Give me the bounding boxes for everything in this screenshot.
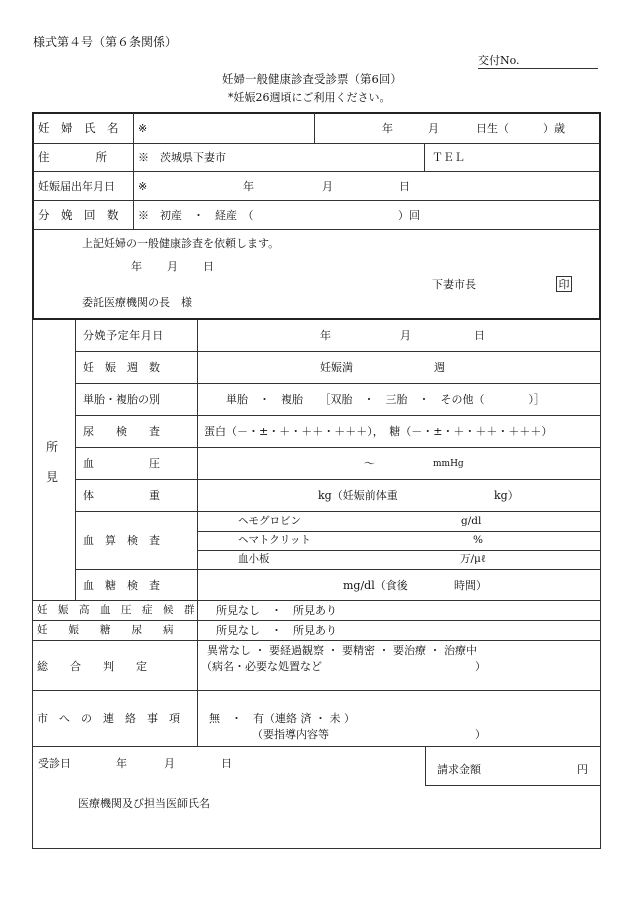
blood-sugar-label: 血 糖 検 査 xyxy=(83,579,160,592)
diabetes-options[interactable]: 所見なし ・ 所見あり xyxy=(216,624,337,637)
form-subtitle: *妊娠26週頃にご利用ください。 xyxy=(228,91,391,104)
name-field[interactable]: ※ xyxy=(138,122,148,135)
weeks-field[interactable]: 妊娠満 xyxy=(320,361,353,374)
address-field[interactable]: ※ 茨城県下妻市 xyxy=(138,151,226,164)
hypertension-label: 妊 娠 高 血 圧 症 候 群 xyxy=(37,604,195,616)
diabetes-label: 妊 娠 糖 尿 病 xyxy=(37,624,174,636)
exam-date-label: 受診日 xyxy=(38,757,71,770)
due-date-label: 分娩予定年月日 xyxy=(83,329,164,342)
name-label: 妊 婦 氏 名 xyxy=(38,121,119,135)
birth-month: 月 xyxy=(428,122,439,135)
single-multiple-label: 単胎・複胎の別 xyxy=(83,393,160,406)
contact-label: 市 へ の 連 絡 事 項 xyxy=(37,712,180,725)
hypertension-options[interactable]: 所見なし ・ 所見あり xyxy=(216,604,337,617)
bill-amount-label: 請求金額 xyxy=(437,763,481,776)
addressee: 委託医療機関の長 様 xyxy=(82,296,192,309)
seal-mark: 印 xyxy=(556,276,572,292)
delivery-number-underline[interactable] xyxy=(478,68,598,69)
blood-sugar-field[interactable]: mg/dl（食後 xyxy=(343,579,408,592)
overall-judgement-options[interactable]: 異常なし ・ 要経過観察 ・ 要精密 ・ 要治療 ・ 治療中 xyxy=(207,644,477,657)
notify-date-field[interactable]: ※ xyxy=(138,180,148,193)
delivery-count-field[interactable]: ※ 初産 ・ 経産 （ xyxy=(138,209,254,222)
mayor-label: 下妻市長 xyxy=(432,278,476,291)
delivery-number-label: 交付No. xyxy=(478,54,520,67)
bill-amount-unit: 円 xyxy=(577,763,588,776)
address-label: 住 所 xyxy=(38,150,107,164)
birth-year: 年 xyxy=(382,122,393,135)
single-multiple-options[interactable]: 単胎 ・ 複胎 ［双胎 ・ 三胎 ・ その他（ ）］ xyxy=(226,393,545,406)
blood-count-label: 血 算 検 査 xyxy=(83,534,160,547)
urine-test-options[interactable]: 蛋白（－・±・＋・＋＋・＋＋＋）， 糖（－・±・＋・＋＋・＋＋＋） xyxy=(204,425,553,438)
overall-judgement-label: 総 合 判 定 xyxy=(37,660,147,673)
contact-options[interactable]: 無 ・ 有（連絡 済 ・ 未 ） xyxy=(209,712,355,725)
weight-label: 体 重 xyxy=(83,489,160,502)
birth-age: ）歳 xyxy=(543,122,565,135)
findings-label-1: 所 xyxy=(46,440,59,454)
institution-label: 医療機関及び担当医師氏名 xyxy=(78,797,210,810)
blood-pressure-label: 血 圧 xyxy=(83,457,160,470)
form-title: 妊婦一般健康診査受診票（第6回） xyxy=(222,72,402,86)
birth-day: 日生（ xyxy=(476,122,509,135)
tel-label: ＴＥＬ xyxy=(432,151,465,164)
findings-label-2: 見 xyxy=(46,470,59,484)
weight-field[interactable]: kg（妊娠前体重 xyxy=(318,489,398,502)
weeks-label: 妊 娠 週 数 xyxy=(83,361,160,374)
urine-test-label: 尿 検 査 xyxy=(83,425,160,438)
request-text: 上記妊婦の一般健康診査を依頼します。 xyxy=(82,237,280,250)
form-number: 様式第４号（第６条関係） xyxy=(33,35,178,49)
notify-date-label: 妊娠届出年月日 xyxy=(38,180,115,193)
delivery-count-label: 分 娩 回 数 xyxy=(38,208,119,222)
